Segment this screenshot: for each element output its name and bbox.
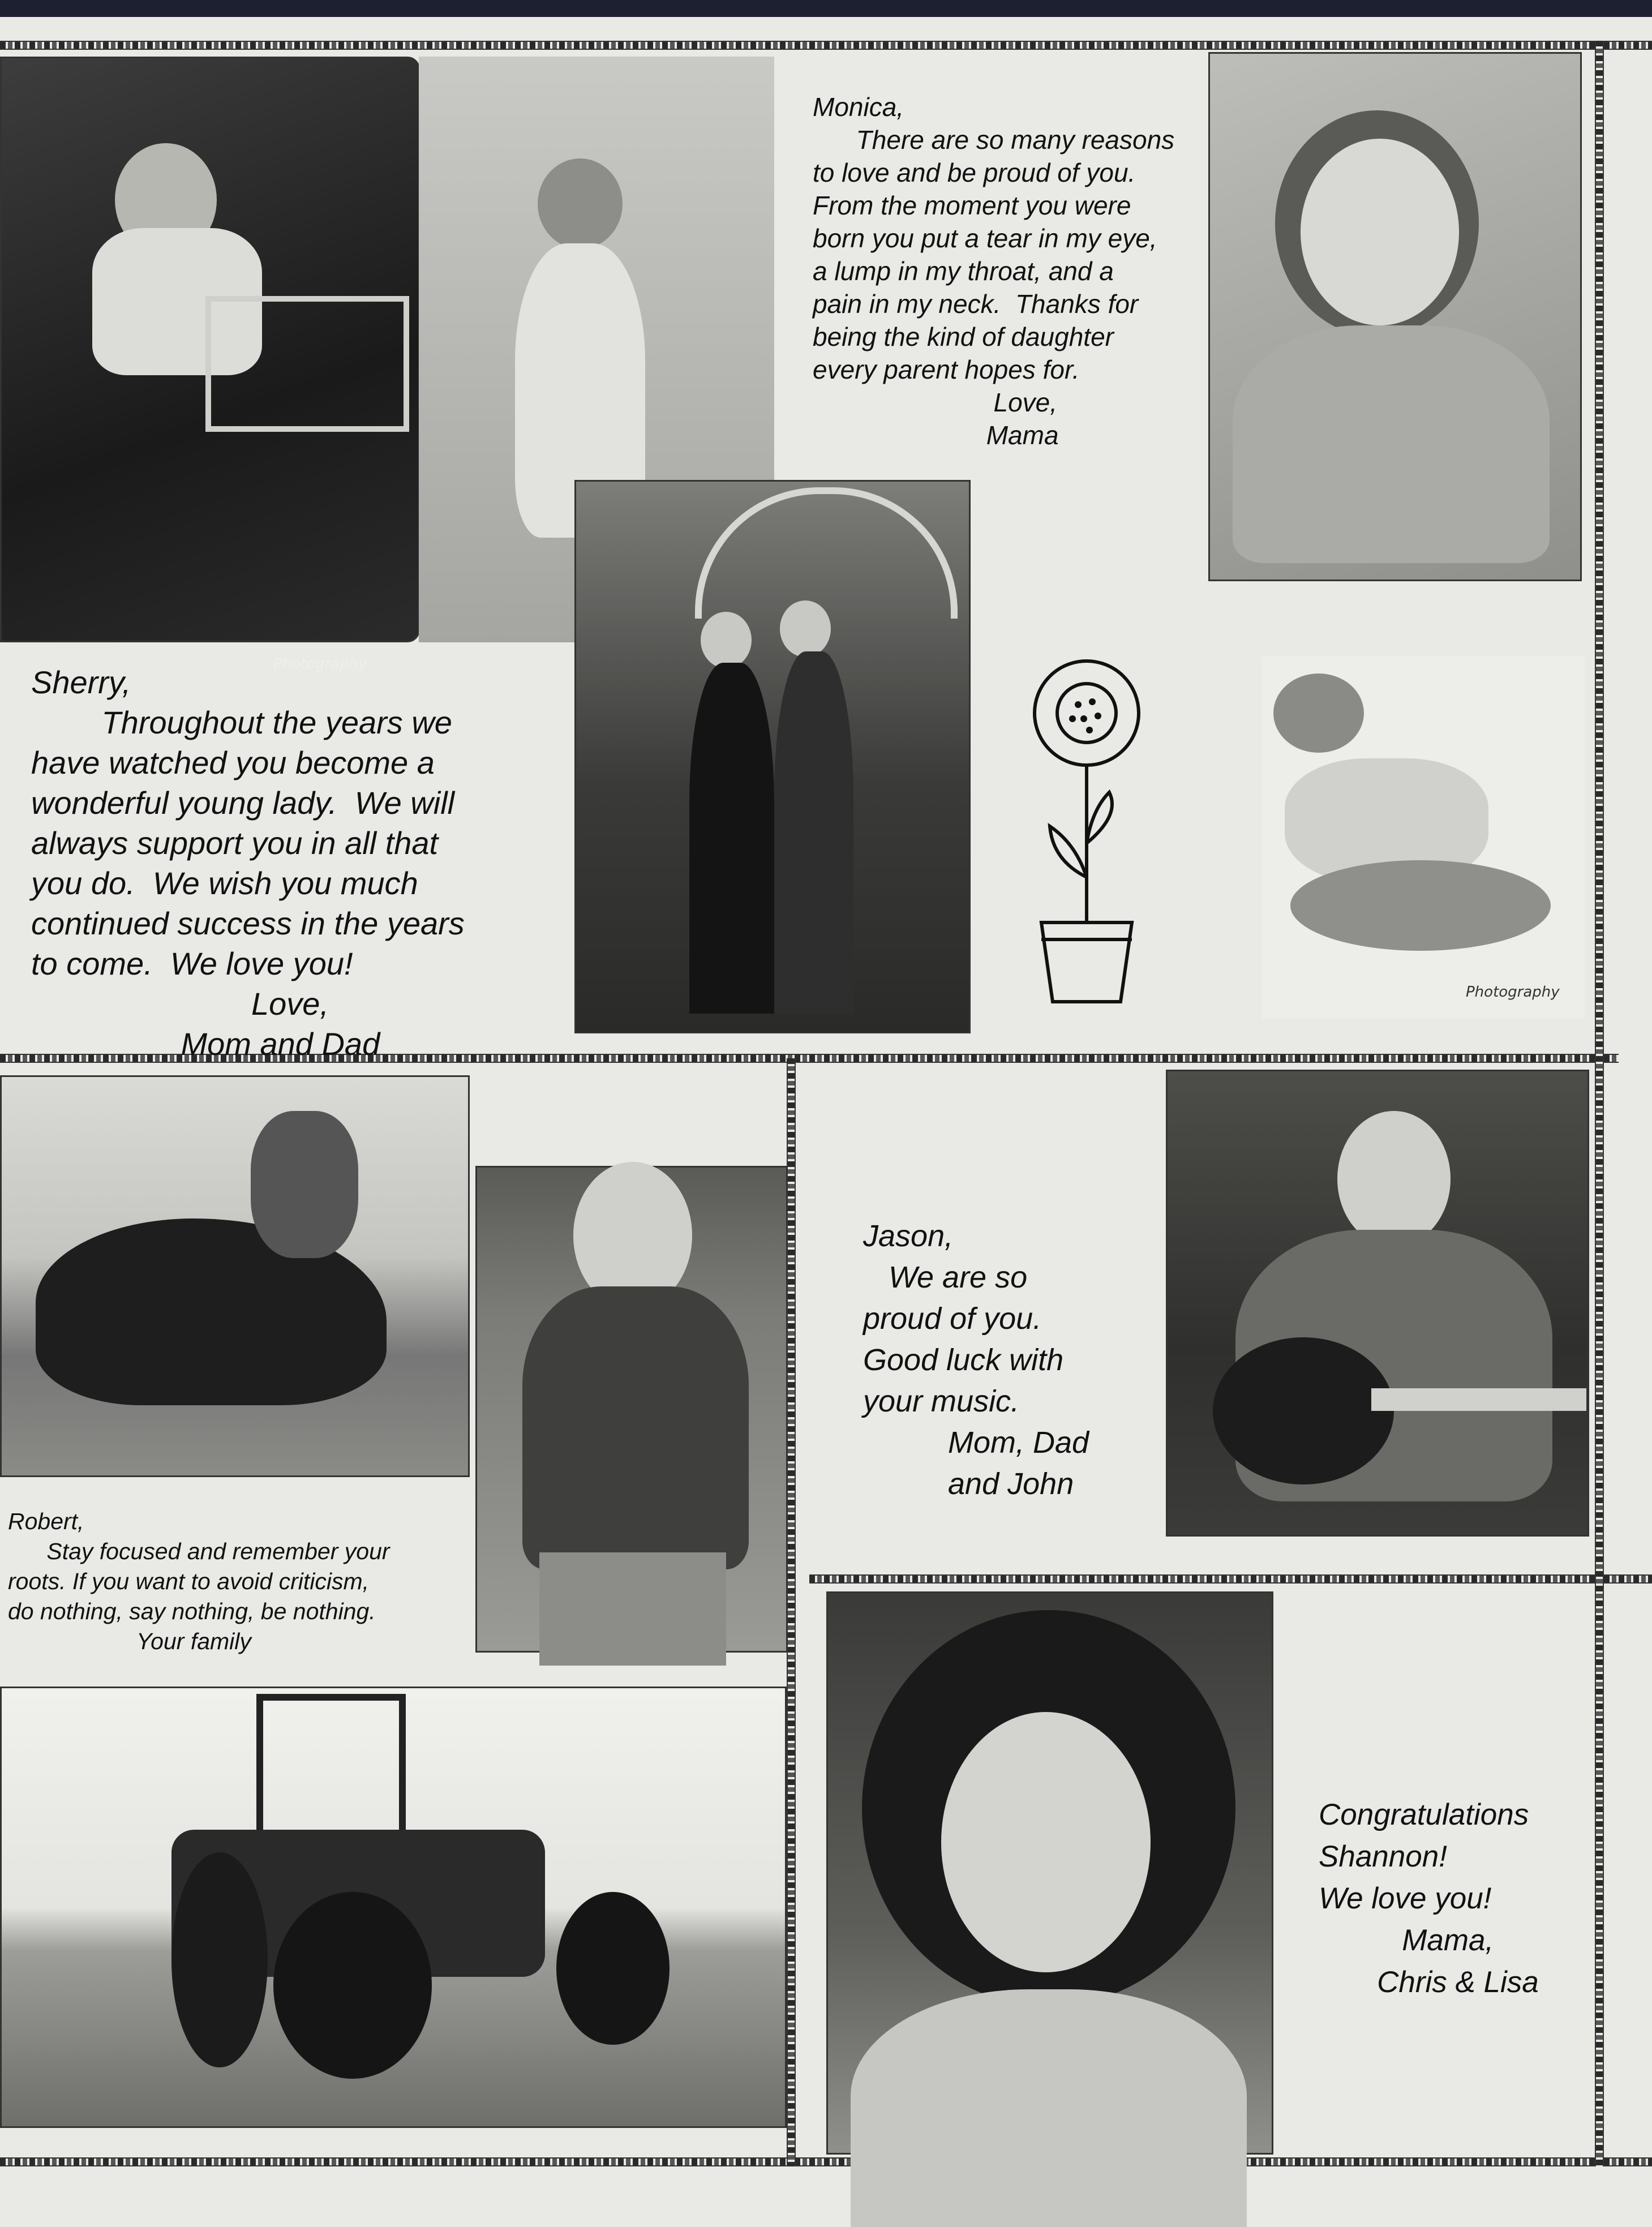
figure-silhouette: [1273, 673, 1364, 753]
top-edge: [0, 0, 1652, 17]
tractor-wheel: [171, 1852, 268, 2067]
message-robert: [8, 1507, 390, 1657]
flower-pot-icon: [1024, 656, 1149, 1007]
message-line: Mama: [813, 420, 1059, 450]
figure-silhouette: [941, 1712, 1151, 1972]
message-line: Chris & Lisa: [1319, 1966, 1539, 1999]
photo-credit-label: Photography: [1466, 984, 1560, 1001]
message-line: have watched you become a: [31, 745, 435, 780]
message-line: do nothing, say nothing, be nothing.: [8, 1598, 376, 1624]
photo-tractor: [0, 1687, 787, 2128]
message-line: Robert,: [8, 1508, 84, 1534]
message-monica: [813, 91, 1174, 452]
message-line: a lump in my throat, and a: [813, 256, 1114, 286]
message-line: From the moment you were: [813, 191, 1131, 220]
figure-silhouette: [1290, 860, 1551, 951]
message-line: being the kind of daughter: [813, 322, 1114, 351]
figure-silhouette: [251, 1111, 358, 1258]
tractor-wheel: [556, 1892, 670, 2045]
message-line: Your family: [8, 1628, 251, 1654]
guitar-shape: [1213, 1337, 1394, 1484]
message-line: Sherry,: [31, 664, 131, 700]
dress-shape: [689, 663, 774, 1014]
figure-silhouette: [851, 1989, 1247, 2227]
message-line: Throughout the years we: [31, 705, 452, 740]
message-line: We love you!: [1319, 1882, 1492, 1915]
message-line: Monica,: [813, 92, 904, 122]
photo-robert-portrait: [475, 1166, 788, 1653]
photo-shannon-portrait: [826, 1591, 1273, 2155]
photo-jason-guitar: [1166, 1070, 1589, 1537]
message-line: Mama,: [1319, 1924, 1494, 1957]
message-sherry: [31, 662, 465, 1064]
message-line: and John: [863, 1467, 1074, 1501]
rope-border-right: [1595, 41, 1604, 2166]
message-line: continued success in the years: [31, 906, 465, 941]
chair-shape: [205, 296, 409, 432]
message-line: roots. If you want to avoid criticism,: [8, 1568, 370, 1594]
message-line: you do. We wish you much: [31, 865, 418, 901]
photo-horse-rider: [0, 1075, 470, 1477]
figure-silhouette: [522, 1286, 749, 1569]
message-line: Stay focused and remember your: [8, 1538, 390, 1564]
tractor-canopy: [256, 1694, 406, 1831]
rope-border-bottom: [0, 2157, 1652, 2166]
message-line: There are so many reasons: [813, 125, 1175, 155]
photo-credit-label: Photography: [273, 655, 367, 672]
figure-silhouette: [538, 158, 623, 249]
photo-formal-duo: [574, 480, 971, 1033]
rope-border-right-middle: [809, 1574, 1652, 1584]
message-line: Good luck with: [863, 1343, 1064, 1377]
window-arch: [695, 487, 958, 619]
message-line: Mom, Dad: [863, 1426, 1089, 1460]
message-line: to love and be proud of you.: [813, 158, 1136, 187]
figure-silhouette: [780, 600, 831, 657]
message-line: born you put a tear in my eye,: [813, 224, 1157, 253]
rope-border-top: [0, 41, 1652, 50]
figure-silhouette: [1301, 139, 1459, 325]
message-line: Shannon!: [1319, 1840, 1447, 1873]
photo-sherry-chair: [0, 57, 420, 672]
message-line: to come. We love you!: [31, 946, 353, 981]
figure-silhouette: [1233, 325, 1550, 563]
message-line: pain in my neck. Thanks for: [813, 289, 1139, 319]
tractor-wheel: [273, 1892, 432, 2079]
message-line: Love,: [813, 388, 1058, 417]
figure-silhouette: [701, 612, 752, 668]
message-line: Congratulations: [1319, 1798, 1529, 1831]
figure-silhouette: [1337, 1111, 1451, 1247]
message-line: Jason,: [863, 1219, 954, 1253]
message-line: wonderful young lady. We will: [31, 785, 455, 821]
message-jason: [863, 1216, 1089, 1505]
message-line: your music.: [863, 1384, 1020, 1418]
rope-border-center: [787, 1058, 796, 2166]
message-line: every parent hopes for.: [813, 355, 1080, 384]
dress-shape: [774, 651, 853, 1014]
message-line: proud of you.: [863, 1302, 1042, 1336]
jeans-shape: [539, 1552, 726, 1666]
message-shannon: [1319, 1794, 1539, 2003]
guitar-neck: [1371, 1388, 1586, 1411]
message-line: Love,: [31, 986, 329, 1022]
message-line: always support you in all that: [31, 825, 439, 861]
photo-monica-toddler: [1208, 52, 1582, 581]
message-line: Mom and Dad: [31, 1026, 380, 1062]
photo-girl-hat: [1262, 656, 1585, 1019]
message-line: We are so: [863, 1260, 1028, 1294]
